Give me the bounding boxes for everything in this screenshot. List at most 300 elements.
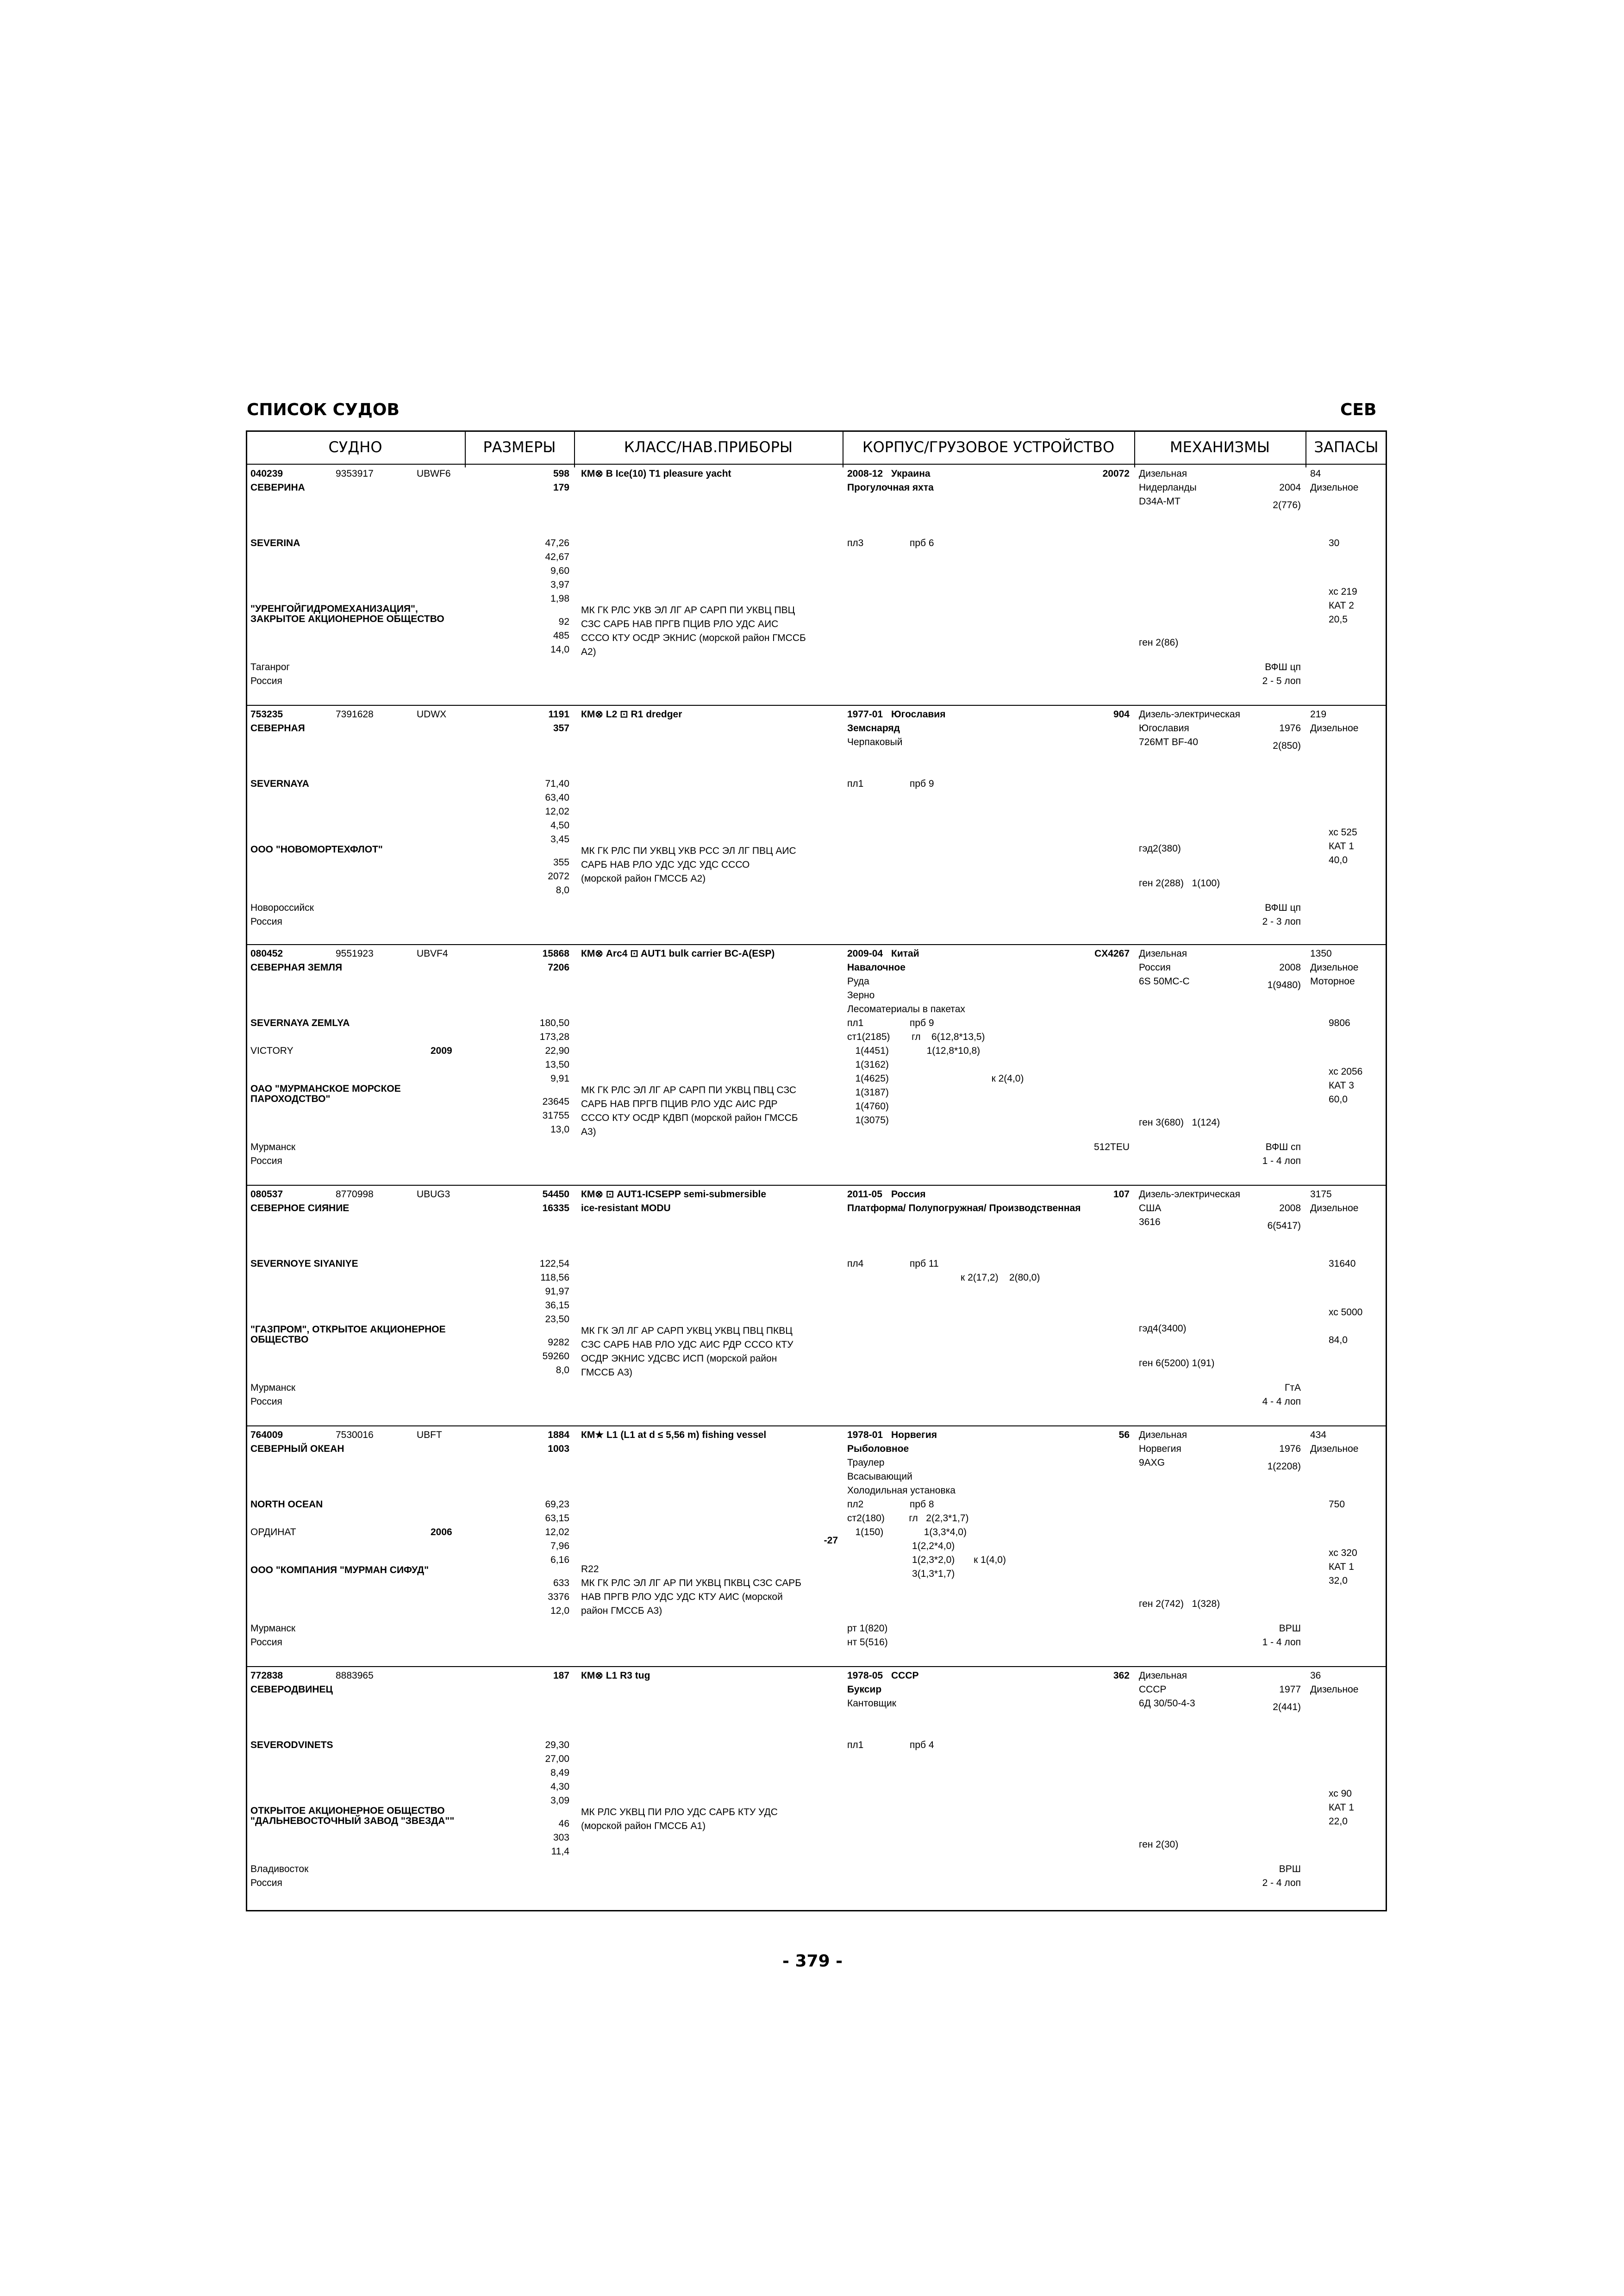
- size-value: 63,40: [545, 792, 569, 803]
- build-country: Югославия: [891, 709, 946, 720]
- imo-number: 9353917: [336, 468, 374, 479]
- hatches: пл3: [847, 538, 864, 548]
- imo-number: 7530016: [336, 1430, 374, 1440]
- stores-value: хс 320: [1329, 1548, 1357, 1558]
- call-sign: UBUG3: [417, 1189, 450, 1200]
- former-name-year: 2009: [431, 1045, 452, 1056]
- propeller-type: ВФШ цп: [1265, 902, 1301, 913]
- engine-type: Дизель-электрическая: [1139, 1189, 1240, 1200]
- flag-country: Россия: [250, 1156, 282, 1166]
- stores-value: хс 2056: [1329, 1066, 1363, 1077]
- generators: ген 2(30): [1139, 1839, 1179, 1850]
- engine-year: 1976: [1279, 1444, 1301, 1454]
- build-country: Китай: [891, 948, 919, 959]
- home-port: Мурманск: [250, 1623, 296, 1634]
- registry-number: 753235: [250, 709, 283, 720]
- flag-country: Россия: [250, 1637, 282, 1648]
- size-value: 3,97: [550, 579, 569, 590]
- propeller-type: ВРШ: [1279, 1864, 1301, 1874]
- call-sign: UBVF4: [417, 948, 448, 959]
- build-date: 1977-01: [847, 709, 883, 720]
- size-value: 12,0: [550, 1605, 569, 1616]
- engine-type: Дизельная: [1139, 1670, 1187, 1681]
- engine-model: 726MT BF-40: [1139, 737, 1198, 747]
- navigation-equipment: МК ГК РЛС ПИ УКВЦ УКВ РСС ЭЛ ЛГ ПВЦ АИС: [581, 846, 796, 856]
- flag-country: Россия: [250, 1396, 282, 1407]
- fuel-quantity: 3175: [1310, 1189, 1332, 1200]
- class-notation: КМ⊗ B Ice(10) T1 pleasure yacht: [581, 468, 731, 479]
- class-notation: КМ⊗ Arc4 ⊡ AUT1 bulk carrier BC-A(ESP): [581, 948, 775, 959]
- navigation-equipment: МК ГК РЛС УКВ ЭЛ ЛГ АР САРП ПИ УКВЦ ПВЦ: [581, 605, 795, 616]
- stores-value: 32,0: [1329, 1575, 1348, 1586]
- stores-value: 30: [1329, 538, 1340, 548]
- owner-name: "УРЕНГОЙГИДРОМЕХАНИЗАЦИЯ",: [250, 604, 418, 614]
- hatches: пл2: [847, 1499, 864, 1510]
- size-value: 355: [553, 857, 569, 868]
- flag-country: Россия: [250, 676, 282, 686]
- yard-number: 107: [1113, 1189, 1130, 1200]
- fuel-type: Дизельное: [1310, 482, 1359, 493]
- ship-type: Платформа/ Полупогружная/ Производственная: [847, 1203, 1081, 1213]
- class-notation: КМ⊗ ⊡ AUT1-ICSEPP semi-submersible: [581, 1189, 767, 1200]
- stores-value: КАТ 1: [1329, 841, 1354, 852]
- engine-model: 3616: [1139, 1217, 1161, 1227]
- registry-number: 040239: [250, 468, 283, 479]
- size-value: 12,02: [545, 1527, 569, 1537]
- size-value: 1,98: [550, 593, 569, 604]
- ship-type: Навалочное: [847, 962, 906, 973]
- generators: ген 6(5200) 1(91): [1139, 1358, 1215, 1369]
- propeller-count: 2 - 4 лоп: [1262, 1878, 1301, 1888]
- holds: прб 8: [910, 1499, 934, 1510]
- size-value: 7,96: [550, 1541, 569, 1551]
- engine-model: 6Д 30/50-4-3: [1139, 1698, 1195, 1709]
- size-value: 47,26: [545, 538, 569, 548]
- imo-number: 8770998: [336, 1189, 374, 1200]
- navigation-equipment: ОСДР ЭКНИС УДСВС ИСП (морской район: [581, 1353, 777, 1364]
- engine-country: Россия: [1139, 962, 1171, 973]
- navigation-equipment: СЗС САРБ НАВ РЛО УДС АИС РДР СССО КТУ: [581, 1339, 793, 1350]
- size-value: 357: [553, 723, 569, 734]
- ship-subtype: Холодильная установка: [847, 1485, 956, 1496]
- ice-mark: -27: [824, 1535, 838, 1546]
- hatches: пл4: [847, 1258, 864, 1269]
- engine-type: Дизельная: [1139, 948, 1187, 959]
- former-name-year: 2006: [431, 1527, 452, 1537]
- size-value: 6,16: [550, 1555, 569, 1565]
- ship-subtype: Руда: [847, 976, 869, 987]
- engine-country: СССР: [1139, 1684, 1167, 1695]
- engine-country: Нидерланды: [1139, 482, 1197, 493]
- cargo-gear: 1(2,2*4,0): [847, 1541, 955, 1551]
- vessel-latin-name: NORTH OCEAN: [250, 1499, 323, 1510]
- size-value: 63,15: [545, 1513, 569, 1524]
- engine-power: 1(9480): [1267, 980, 1301, 990]
- call-sign: UBWF6: [417, 468, 451, 479]
- generators: ген 3(680) 1(124): [1139, 1117, 1220, 1128]
- ship-subtype: Всасывающий: [847, 1471, 912, 1482]
- build-country: СССР: [891, 1670, 919, 1681]
- imo-number: 7391628: [336, 709, 374, 720]
- cargo-gear: 1(4625) к 2(4,0): [847, 1073, 1024, 1084]
- engine-power: 2(776): [1273, 500, 1301, 510]
- vessel-name: СЕВЕРНОЕ СИЯНИЕ: [250, 1203, 350, 1213]
- size-value: 29,30: [545, 1740, 569, 1750]
- hatches: пл1: [847, 1018, 864, 1028]
- size-value: 598: [553, 468, 569, 479]
- class-notation: КМ⊗ L1 R3 tug: [581, 1670, 650, 1681]
- propeller-count: 1 - 4 лоп: [1262, 1156, 1301, 1166]
- size-value: 3,45: [550, 834, 569, 845]
- holds: прб 9: [910, 1018, 934, 1028]
- home-port: Владивосток: [250, 1864, 309, 1874]
- engine-type: Дизель-электрическая: [1139, 709, 1240, 720]
- navigation-equipment: САРБ НАВ ПРГВ ПЦИВ РЛО УДС АИС РДР: [581, 1099, 778, 1109]
- page-number: - 379 -: [782, 1952, 843, 1971]
- cargo-gear: ст1(2185) гл 6(12,8*13,5): [847, 1032, 985, 1042]
- column-header-sizes: РАЗМЕРЫ: [483, 438, 556, 456]
- engine-model: 6S 50MC-C: [1139, 976, 1190, 987]
- navigation-equipment: САРБ НАВ РЛО УДС УДС УДС СССО: [581, 859, 750, 870]
- vessel-latin-name: SEVERNAYA: [250, 778, 309, 789]
- registry-number: 080452: [250, 948, 283, 959]
- entry-divider: [246, 944, 1387, 945]
- engine-power: 6(5417): [1267, 1220, 1301, 1231]
- build-date: 2009-04: [847, 948, 883, 959]
- engine-model: 9AXG: [1139, 1457, 1165, 1468]
- call-sign: UBFT: [417, 1430, 442, 1440]
- navigation-equipment: НАВ ПРГВ РЛО УДС УДС КТУ АИС (морской: [581, 1592, 783, 1602]
- former-name: VICTORY: [250, 1045, 294, 1056]
- generators: гэд2(380): [1139, 843, 1181, 854]
- class-notation-extra: ice-resistant MODU: [581, 1203, 671, 1213]
- navigation-equipment: (морской район ГМССБ А2): [581, 873, 706, 884]
- stores-value: 20,5: [1329, 614, 1348, 625]
- build-date: 2011-05: [847, 1189, 882, 1200]
- fuel-quantity: 84: [1310, 468, 1321, 479]
- size-value: 59260: [542, 1351, 569, 1362]
- size-value: 11,4: [551, 1846, 569, 1857]
- size-value: 2072: [548, 871, 569, 882]
- cargo-gear: к 2(17,2) 2(80,0): [847, 1272, 1040, 1283]
- stores-value: хс 90: [1329, 1788, 1352, 1799]
- ship-type: Земснаряд: [847, 723, 900, 734]
- navigation-equipment: СССО КТУ ОСДР КДВП (морской район ГМССБ: [581, 1113, 798, 1123]
- ship-subtype: Траулер: [847, 1457, 885, 1468]
- column-header-stores: ЗАПАСЫ: [1314, 438, 1379, 456]
- page-title: СПИСОК СУДОВ: [247, 400, 400, 419]
- fuel-quantity: 219: [1310, 709, 1327, 720]
- vessel-latin-name: SEVERNAYA ZEMLYA: [250, 1018, 350, 1028]
- ship-type: Буксир: [847, 1684, 882, 1695]
- ship-type: Рыболовное: [847, 1444, 909, 1454]
- owner-name: ОБЩЕСТВО: [250, 1334, 309, 1345]
- build-date: 1978-01: [847, 1430, 883, 1440]
- size-value: 31755: [542, 1110, 569, 1121]
- stores-value: КАТ 2: [1329, 600, 1354, 611]
- size-value: 27,00: [545, 1754, 569, 1764]
- stores-value: 750: [1329, 1499, 1345, 1510]
- stores-value: КАТ 1: [1329, 1802, 1354, 1813]
- stores-value: 22,0: [1329, 1816, 1348, 1827]
- entry-divider: [246, 1666, 1387, 1667]
- owner-name: ПАРОХОДСТВО": [250, 1094, 331, 1104]
- vessel-name: СЕВЕРИНА: [250, 482, 305, 493]
- vessel-table: [246, 430, 1387, 1911]
- ship-type: Прогулочная яхта: [847, 482, 934, 493]
- owner-name: ООО "КОМПАНИЯ "МУРМАН СИФУД": [250, 1565, 429, 1575]
- navigation-equipment: МК ГК РЛС ЭЛ ЛГ АР САРП ПИ УКВЦ ПВЦ СЗС: [581, 1085, 797, 1095]
- cargo-gear: 1(4760): [847, 1101, 889, 1112]
- vessel-name: СЕВЕРНЫЙ ОКЕАН: [250, 1444, 344, 1454]
- size-value: 9,60: [550, 566, 569, 576]
- size-value: 54450: [542, 1189, 569, 1200]
- build-date: 2008-12: [847, 468, 883, 479]
- container-capacity: 512TEU: [1093, 1142, 1130, 1152]
- home-port: Мурманск: [250, 1142, 296, 1152]
- registry-number: 080537: [250, 1189, 283, 1200]
- header-divider: [246, 464, 1387, 465]
- size-value: 16335: [542, 1203, 569, 1213]
- tank-capacity: нт 5(516): [847, 1637, 888, 1648]
- navigation-equipment: МК ГК ЭЛ ЛГ АР САРП УКВЦ УКВЦ ПВЦ ПКВЦ: [581, 1325, 793, 1336]
- navigation-equipment: (морской район ГМССБ А1): [581, 1821, 706, 1831]
- stores-value: хс 525: [1329, 827, 1357, 838]
- size-value: 13,0: [550, 1124, 569, 1135]
- registry-number: 772838: [250, 1670, 283, 1681]
- navigation-equipment: А3): [581, 1126, 596, 1137]
- engine-power: 2(441): [1273, 1702, 1301, 1712]
- size-value: 485: [553, 630, 569, 641]
- engine-year: 2004: [1279, 482, 1301, 493]
- fuel-type: Дизельное: [1310, 1684, 1359, 1695]
- navigation-equipment: МК РЛС УКВЦ ПИ РЛО УДС САРБ КТУ УДС: [581, 1807, 778, 1817]
- class-notation: КМ⊗ L2 ⊡ R1 dredger: [581, 709, 682, 720]
- size-value: 4,30: [550, 1781, 569, 1792]
- size-value: 118,56: [540, 1272, 569, 1283]
- class-notation: КМ★ L1 (L1 at d ≤ 5,56 m) fishing vessel: [581, 1430, 767, 1440]
- holds: прб 4: [910, 1740, 934, 1750]
- fuel-quantity: 36: [1310, 1670, 1321, 1681]
- ship-subtype: Лесоматериалы в пакетах: [847, 1004, 965, 1014]
- build-country: Норвегия: [891, 1430, 937, 1440]
- size-value: 1191: [548, 709, 569, 720]
- vessel-latin-name: SEVERNOYE SIYANIYE: [250, 1258, 358, 1269]
- propeller-count: 1 - 4 лоп: [1262, 1637, 1301, 1648]
- navigation-equipment: район ГМССБ А3): [581, 1605, 662, 1616]
- former-name: ОРДИНАТ: [250, 1527, 296, 1537]
- size-value: 179: [553, 482, 569, 493]
- engine-year: 2008: [1279, 1203, 1301, 1213]
- navigation-equipment: А2): [581, 647, 596, 657]
- home-port: Таганрог: [250, 662, 290, 672]
- generators: ген 2(86): [1139, 637, 1179, 648]
- imo-number: 8883965: [336, 1670, 374, 1681]
- stores-value: 31640: [1329, 1258, 1356, 1269]
- engine-power: 1(2208): [1267, 1461, 1301, 1472]
- home-port: Мурманск: [250, 1382, 296, 1393]
- size-value: 91,97: [545, 1286, 569, 1297]
- column-header-hull: КОРПУС/ГРУЗОВОЕ УСТРОЙСТВО: [862, 438, 1115, 456]
- stores-value: КАТ 1: [1329, 1562, 1354, 1572]
- navigation-equipment: СЗС САРБ НАВ ПРГВ ПЦИВ РЛО УДС АИС: [581, 619, 779, 629]
- yard-number: 20072: [1102, 468, 1130, 479]
- owner-name: ОТКРЫТОЕ АКЦИОНЕРНОЕ ОБЩЕСТВО: [250, 1805, 445, 1816]
- entry-divider: [246, 705, 1387, 706]
- page-section-code: СЕВ: [1340, 400, 1377, 419]
- ship-subtype: Черпаковый: [847, 737, 903, 747]
- stores-value: 9806: [1329, 1018, 1350, 1028]
- cargo-gear: 1(150) 1(3,3*4,0): [847, 1527, 967, 1537]
- size-value: 633: [553, 1578, 569, 1588]
- column-header-vessel: СУДНО: [328, 438, 382, 456]
- size-value: 12,02: [545, 806, 569, 817]
- yard-number: 904: [1113, 709, 1130, 720]
- vessel-name: СЕВЕРНАЯ: [250, 723, 305, 734]
- yard-number: 362: [1113, 1670, 1130, 1681]
- size-value: 3376: [548, 1592, 569, 1602]
- size-value: 303: [553, 1832, 569, 1843]
- yard-number: 56: [1118, 1430, 1130, 1440]
- navigation-equipment: СССО КТУ ОСДР ЭКНИС (морской район ГМССБ: [581, 633, 806, 643]
- navigation-equipment: ГМССБ А3): [581, 1367, 633, 1378]
- yard-number: CX4267: [1094, 948, 1130, 959]
- vessel-latin-name: SEVERODVINETS: [250, 1740, 333, 1750]
- imo-number: 9551923: [336, 948, 374, 959]
- fuel-type: Моторное: [1310, 976, 1355, 987]
- vessel-latin-name: SEVERINA: [250, 538, 300, 548]
- holds: прб 11: [910, 1258, 939, 1269]
- fuel-type: Дизельное: [1310, 1203, 1359, 1213]
- stores-value: 40,0: [1329, 855, 1348, 865]
- engine-year: 1977: [1279, 1684, 1301, 1695]
- column-header-class: КЛАСС/НАВ.ПРИБОРЫ: [624, 438, 793, 456]
- fuel-type: Дизельное: [1310, 962, 1359, 973]
- size-value: 180,50: [539, 1018, 569, 1028]
- size-value: 22,90: [545, 1045, 569, 1056]
- size-value: 8,0: [556, 1365, 569, 1375]
- size-value: 71,40: [545, 778, 569, 789]
- owner-name: "ГАЗПРОМ", ОТКРЫТОЕ АКЦИОНЕРНОЕ: [250, 1324, 446, 1335]
- propeller-count: 2 - 5 лоп: [1262, 676, 1301, 686]
- engine-country: США: [1139, 1203, 1162, 1213]
- owner-name: ЗАКРЫТОЕ АКЦИОНЕРНОЕ ОБЩЕСТВО: [250, 614, 444, 624]
- engine-power: 2(850): [1273, 740, 1301, 751]
- cargo-gear: 1(3162): [847, 1059, 889, 1070]
- generators: гэд4(3400): [1139, 1323, 1187, 1334]
- size-value: 8,0: [556, 885, 569, 896]
- size-value: 8,49: [550, 1767, 569, 1778]
- propeller-count: 2 - 3 лоп: [1262, 916, 1301, 927]
- size-value: 4,50: [550, 820, 569, 831]
- size-value: 15868: [542, 948, 569, 959]
- engine-type: Дизельная: [1139, 468, 1187, 479]
- engine-year: 1976: [1279, 723, 1301, 734]
- class-notation-code: R22: [581, 1564, 599, 1574]
- stores-value: КАТ 3: [1329, 1080, 1354, 1091]
- flag-country: Россия: [250, 1878, 282, 1888]
- holds: прб 9: [910, 778, 934, 789]
- tank-capacity: рт 1(820): [847, 1623, 888, 1634]
- cargo-gear: 3(1,3*1,7): [847, 1568, 955, 1579]
- stores-value: хс 219: [1329, 586, 1357, 597]
- column-header-machinery: МЕХАНИЗМЫ: [1170, 438, 1270, 456]
- engine-model: D34A-MT: [1139, 496, 1181, 507]
- build-country: Украина: [891, 468, 931, 479]
- ship-subtype: Кантовщик: [847, 1698, 896, 1709]
- entry-divider: [246, 1185, 1387, 1186]
- size-value: 187: [553, 1670, 569, 1681]
- cargo-gear: 1(3075): [847, 1115, 889, 1126]
- owner-name: ООО "НОВОМОРТЕХФЛОТ": [250, 844, 383, 855]
- propeller-type: ВФШ цп: [1265, 662, 1301, 672]
- fuel-quantity: 434: [1310, 1430, 1327, 1440]
- owner-name: ОАО "МУРМАНСКОЕ МОРСКОЕ: [250, 1083, 401, 1094]
- propeller-type: ВФШ сп: [1265, 1142, 1301, 1152]
- size-value: 13,50: [545, 1059, 569, 1070]
- size-value: 1003: [548, 1444, 569, 1454]
- size-value: 173,28: [539, 1032, 569, 1042]
- fuel-type: Дизельное: [1310, 723, 1359, 734]
- cargo-gear: 1(2,3*2,0) к 1(4,0): [847, 1555, 1006, 1565]
- engine-year: 2008: [1279, 962, 1301, 973]
- flag-country: Россия: [250, 916, 282, 927]
- size-value: 1884: [548, 1430, 569, 1440]
- cargo-gear: ст2(180) гл 2(2,3*1,7): [847, 1513, 969, 1524]
- fuel-quantity: 1350: [1310, 948, 1332, 959]
- size-value: 92: [558, 616, 569, 627]
- size-value: 9282: [548, 1337, 569, 1348]
- ship-subtype: Зерно: [847, 990, 875, 1001]
- engine-country: Норвегия: [1139, 1444, 1181, 1454]
- propeller-count: 4 - 4 лоп: [1262, 1396, 1301, 1407]
- size-value: 14,0: [550, 644, 569, 655]
- holds: прб 6: [910, 538, 934, 548]
- navigation-equipment: МК ГК РЛС ЭЛ ЛГ АР ПИ УКВЦ ПКВЦ СЗС САРБ: [581, 1578, 802, 1588]
- cargo-gear: 1(4451) 1(12,8*10,8): [847, 1045, 981, 1056]
- size-value: 42,67: [545, 552, 569, 562]
- cargo-gear: 1(3187): [847, 1087, 889, 1098]
- propeller-type: ВРШ: [1279, 1623, 1301, 1634]
- build-country: Россия: [891, 1189, 926, 1200]
- propeller-type: ГтА: [1285, 1382, 1301, 1393]
- size-value: 46: [558, 1818, 569, 1829]
- build-date: 1978-05: [847, 1670, 883, 1681]
- call-sign: UDWX: [417, 709, 447, 720]
- stores-value: хс 5000: [1329, 1307, 1363, 1318]
- hatches: пл1: [847, 778, 864, 789]
- stores-value: 60,0: [1329, 1094, 1348, 1105]
- size-value: 23645: [542, 1096, 569, 1107]
- size-value: 7206: [548, 962, 569, 973]
- owner-name: "ДАЛЬНЕВОСТОЧНЫЙ ЗАВОД "ЗВЕЗДА"": [250, 1816, 455, 1826]
- generators: ген 2(288) 1(100): [1139, 878, 1220, 889]
- generators: ген 2(742) 1(328): [1139, 1599, 1220, 1609]
- size-value: 69,23: [545, 1499, 569, 1510]
- size-value: 3,09: [550, 1795, 569, 1806]
- size-value: 9,91: [550, 1073, 569, 1084]
- entry-divider: [246, 1425, 1387, 1426]
- size-value: 23,50: [545, 1314, 569, 1325]
- registry-number: 764009: [250, 1430, 283, 1440]
- vessel-name: СЕВЕРНАЯ ЗЕМЛЯ: [250, 962, 343, 973]
- stores-value: 84,0: [1329, 1335, 1348, 1345]
- hatches: пл1: [847, 1740, 864, 1750]
- engine-type: Дизельная: [1139, 1430, 1187, 1440]
- home-port: Новороссийск: [250, 902, 314, 913]
- engine-country: Югославия: [1139, 723, 1189, 734]
- vessel-name: СЕВЕРОДВИНЕЦ: [250, 1684, 333, 1695]
